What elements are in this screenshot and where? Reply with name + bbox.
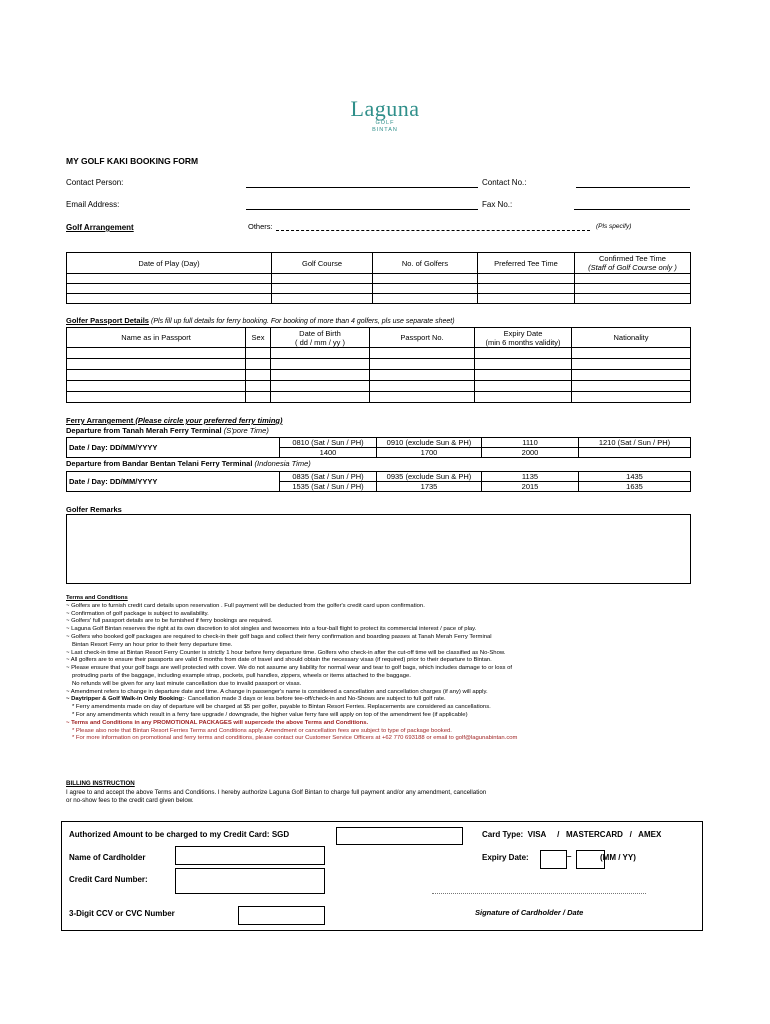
header-golf-course: Golf Course <box>272 253 373 274</box>
logo-sub-golf: GOLF <box>375 120 395 126</box>
cell[interactable] <box>572 370 691 381</box>
promo-terms-sub: * For more information on promotional and ferry terms and conditions, please contact our Customer Service Officers at +62 770 693188 or email to golf@lagunabintan.com <box>72 735 518 742</box>
ferry-time[interactable]: 1635 <box>579 482 691 492</box>
passport-heading-row <box>66 316 455 325</box>
terms-line: ~ Golfers who booked golf packages are required to check-in their golf bags and collect their ferry confirmation and boarding passes at Tanah Merah Ferry Terminal <box>66 633 492 640</box>
table-row <box>67 284 691 294</box>
terms-line: ~ Amendment refers to change in departure date and time. A change in passenger's name is considered a cancellation and cancellation charges (if any) will apply. <box>66 688 488 695</box>
cell[interactable] <box>575 284 691 294</box>
cell[interactable] <box>271 381 370 392</box>
cell[interactable] <box>575 294 691 304</box>
cell[interactable] <box>271 370 370 381</box>
cell[interactable] <box>246 348 271 359</box>
cardholder-input[interactable] <box>175 846 325 865</box>
date-day-label: Date / Day: DD/MM/YYYY <box>67 472 280 492</box>
confirmed-tee-time-sub: (Staff of Golf Course only ) <box>588 263 677 272</box>
cell[interactable] <box>478 294 575 304</box>
contact-person-label: Contact Person: <box>66 178 124 187</box>
cell[interactable] <box>373 294 478 304</box>
ccv-input[interactable] <box>238 906 325 925</box>
card-type-label[interactable]: Card Type: VISA / MASTERCARD / AMEX <box>482 830 662 839</box>
cell[interactable] <box>572 359 691 370</box>
ferry-table-tanah-merah <box>66 437 691 458</box>
promo-terms-sub: * Please also note that Bintan Resort Ferries Terms and Conditions apply. Amendment or cancellation fees are subject to type of package booked. <box>72 727 452 734</box>
dep2-tz: (Indonesia Time) <box>254 459 311 468</box>
email-field[interactable] <box>246 209 478 210</box>
terms-line: ~ All golfers are to ensure their passports are valid 6 months from date of travel and should obtain the necessary visas (if required) prior to their departure to Bintan. <box>66 657 492 664</box>
cell[interactable] <box>370 381 475 392</box>
cell[interactable] <box>67 392 246 403</box>
passport-table <box>66 327 691 403</box>
cell[interactable] <box>272 274 373 284</box>
cell[interactable] <box>246 381 271 392</box>
terms-line: Bintan Resort Ferry an hour prior to their ferry departure time. <box>72 641 233 648</box>
dep2-title-row <box>66 459 311 468</box>
cell[interactable] <box>67 370 246 381</box>
billing-instruction <box>66 780 486 806</box>
cell[interactable] <box>246 359 271 370</box>
cell[interactable] <box>373 284 478 294</box>
credit-card-number-input[interactable] <box>175 868 325 894</box>
cell[interactable] <box>478 284 575 294</box>
table-row <box>67 392 691 403</box>
signature-label: Signature of Cardholder / Date <box>475 908 584 917</box>
golf-arrangement-table <box>66 252 691 304</box>
header-confirmed-tee-time <box>575 253 691 274</box>
dep2-title: Departure from Bandar Bentan Telani Ferry Terminal <box>66 459 253 468</box>
ferry-time[interactable]: 1400 <box>280 448 377 458</box>
header-name-in-passport: Name as in Passport <box>67 328 246 348</box>
fax-field[interactable] <box>574 209 690 210</box>
cell[interactable] <box>373 274 478 284</box>
table-row <box>67 359 691 370</box>
cell[interactable] <box>575 274 691 284</box>
cell[interactable] <box>246 392 271 403</box>
golfer-remarks-box[interactable] <box>66 514 691 584</box>
expiry-month-input[interactable] <box>540 850 567 869</box>
cell[interactable] <box>67 348 246 359</box>
daytripper-rest: - Cancellation made 3 days or less before tee-off/check-in and No-Shows are subject to full golf rate. <box>184 696 446 703</box>
expiry-dash: – <box>567 852 572 861</box>
header-preferred-tee-time: Preferred Tee Time <box>478 253 575 274</box>
cell[interactable] <box>370 392 475 403</box>
cell[interactable] <box>572 348 691 359</box>
ccv-label: 3-Digit CCV or CVC Number <box>69 909 175 918</box>
ferry-heading: Ferry Arrangement <box>66 416 134 425</box>
contact-no-label: Contact No.: <box>482 178 527 187</box>
table-row <box>67 381 691 392</box>
cell[interactable] <box>67 294 272 304</box>
logo-name: Laguna <box>350 96 420 121</box>
cell[interactable] <box>67 284 272 294</box>
confirmed-tee-time-title: Confirmed Tee Time <box>599 254 666 263</box>
others-field[interactable] <box>276 230 590 231</box>
terms-line: protruding parts of the baggage, including example strap, pockets, pull handles, zippers, wheels or items attached to the baggage. <box>72 672 411 679</box>
email-label: Email Address: <box>66 200 120 209</box>
ferry-time[interactable]: 1735 <box>377 482 482 492</box>
dep1-title-row <box>66 426 269 435</box>
cell[interactable] <box>271 348 370 359</box>
golfer-remarks-heading: Golfer Remarks <box>66 505 122 514</box>
table-row <box>67 274 691 284</box>
cell[interactable] <box>370 370 475 381</box>
cell[interactable] <box>272 294 373 304</box>
golf-arrangement-heading: Golf Arrangement <box>66 223 134 232</box>
cell[interactable] <box>475 370 572 381</box>
cell[interactable] <box>370 359 475 370</box>
cell[interactable] <box>67 381 246 392</box>
ferry-heading-note: (Please circle your preferred ferry timing) <box>135 416 283 425</box>
expiry-sub: (min 6 months validity) <box>485 337 561 347</box>
pls-specify-note: (Pls specify) <box>596 223 632 230</box>
form-title: MY GOLF KAKI BOOKING FORM <box>66 156 199 166</box>
cell[interactable] <box>475 381 572 392</box>
cell[interactable] <box>478 274 575 284</box>
ferry-heading-row <box>66 416 282 425</box>
ferry-time[interactable]: 0810 (Sat / Sun / PH) <box>280 438 377 448</box>
cell[interactable] <box>67 359 246 370</box>
ferry-time[interactable]: 0935 (exclude Sun & PH) <box>377 472 482 482</box>
terms-line: * Ferry amendments made on day of departure will be charged at $5 per golfer, payable to Bintan Resort Ferries. Replacements are considered as cancellations. <box>72 704 491 711</box>
table-row <box>67 348 691 359</box>
ferry-time[interactable]: 1435 <box>579 472 691 482</box>
others-label: Others: <box>248 222 273 231</box>
ferry-time[interactable]: 0835 (Sat / Sun / PH) <box>280 472 377 482</box>
promo-terms-line: ~ Terms and Conditions in any PROMOTIONAL PACKAGES will supercede the above Terms and Conditions. <box>66 719 369 726</box>
ferry-time[interactable]: 2015 <box>482 482 579 492</box>
header-date-of-birth <box>271 328 370 348</box>
cell[interactable] <box>271 392 370 403</box>
daytripper-bold: ~ Daytripper & Golf Walk-in Only Booking: <box>66 696 185 703</box>
expiry-title: Expiry Date <box>503 328 543 338</box>
ferry-time[interactable] <box>579 448 691 458</box>
dob-title: Date of Birth <box>299 328 341 338</box>
cell[interactable] <box>475 348 572 359</box>
cell[interactable] <box>475 392 572 403</box>
dob-format: ( dd / mm / yy ) <box>294 337 345 347</box>
ferry-time[interactable]: 1135 <box>482 472 579 482</box>
terms-line: ~ Golfers' full passport details are to be furnished if ferry bookings are required. <box>66 618 273 625</box>
terms-line: * For any amendments which result in a ferry fare upgrade / downgrade, the higher value ferry fare will apply on top of the amendment fee (if applicable) <box>72 711 468 718</box>
ferry-time[interactable]: 0910 (exclude Sun & PH) <box>377 438 482 448</box>
terms-line: ~ Golfers are to furnish credit card details upon reservation . Full payment will be deducted from the golfer's credit card upon confirmation. <box>66 602 425 609</box>
cell[interactable] <box>572 392 691 403</box>
cell[interactable] <box>572 381 691 392</box>
fax-label: Fax No.: <box>482 200 513 209</box>
ferry-table-bandar-bentan <box>66 471 691 492</box>
header-no-of-golfers: No. of Golfers <box>373 253 478 274</box>
header-nationality: Nationality <box>572 328 691 348</box>
terms-heading: Terms and Conditions <box>66 595 128 601</box>
contact-no-field[interactable] <box>576 187 690 188</box>
cell[interactable] <box>271 359 370 370</box>
ferry-time[interactable]: 1700 <box>377 448 482 458</box>
passport-heading: Golfer Passport Details <box>66 316 149 325</box>
dep1-tz: (S'pore Time) <box>223 426 269 435</box>
billing-heading: BILLING INSTRUCTION <box>66 780 135 787</box>
header-passport-no: Passport No. <box>370 328 475 348</box>
billing-line: or no-show fees to the credit card given below. <box>66 797 194 804</box>
logo-sub-bintan: BINTAN <box>372 127 398 133</box>
expiry-format: (MM / YY) <box>600 853 636 862</box>
laguna-golf-logo <box>0 98 770 134</box>
header-sex: Sex <box>246 328 271 348</box>
contact-person-field[interactable] <box>246 187 478 188</box>
date-day-label: Date / Day: DD/MM/YYYY <box>67 438 280 458</box>
ferry-time[interactable]: 1110 <box>482 438 579 448</box>
signature-line[interactable] <box>432 893 646 894</box>
terms-line: ~ Last check-in time at Bintan Resort Ferry Counter is strictly 1 hour before ferry departure time. Golfers who check-in after the cut-off time will be classified as No-Show. <box>66 649 506 656</box>
passport-note: (Pls fill up full details for ferry booking. For booking of more than 4 golfers, pls use separate sheet) <box>151 318 455 325</box>
authorized-amount-label: Authorized Amount to be charged to my Credit Card: SGD <box>69 830 290 839</box>
cell[interactable] <box>370 348 475 359</box>
cardholder-label: Name of Cardholder <box>69 853 146 862</box>
terms-line-daytripper <box>66 696 706 704</box>
dep1-title: Departure from Tanah Merah Ferry Terminal <box>66 426 222 435</box>
cell[interactable] <box>67 274 272 284</box>
ferry-time[interactable]: 1535 (Sat / Sun / PH) <box>280 482 377 492</box>
cell[interactable] <box>272 284 373 294</box>
cell[interactable] <box>475 359 572 370</box>
terms-line: No refunds will be given for any last minute cancellation due to invalid passport or visas. <box>72 680 302 687</box>
header-expiry-date <box>475 328 572 348</box>
cell[interactable] <box>246 370 271 381</box>
ferry-time[interactable]: 2000 <box>482 448 579 458</box>
terms-line: ~ Confirmation of golf package is subject to availability. <box>66 610 209 617</box>
header-date-of-play: Date of Play (Day) <box>67 253 272 274</box>
ferry-time[interactable]: 1210 (Sat / Sun / PH) <box>579 438 691 448</box>
credit-card-number-label: Credit Card Number: <box>69 875 148 884</box>
terms-and-conditions <box>66 595 706 743</box>
table-row <box>67 294 691 304</box>
table-row <box>67 370 691 381</box>
billing-line: I agree to and accept the above Terms and Conditions. I hereby authorize Laguna Golf Bintan to charge full payment and/or any amendment, cancellation <box>66 788 487 796</box>
expiry-date-label: Expiry Date: <box>482 853 529 862</box>
terms-line: ~ Laguna Golf Bintan reserves the right at its own discretion to slot singles and twosomes into a four-ball flight to protect its commercial interest / pace of play. <box>66 626 477 633</box>
terms-line: ~ Please ensure that your golf bags are well protected with cover. We do not assume any liability for normal wear and tear to golf bags, which includes damage to or loss of <box>66 665 513 672</box>
authorized-amount-input[interactable] <box>336 827 463 845</box>
